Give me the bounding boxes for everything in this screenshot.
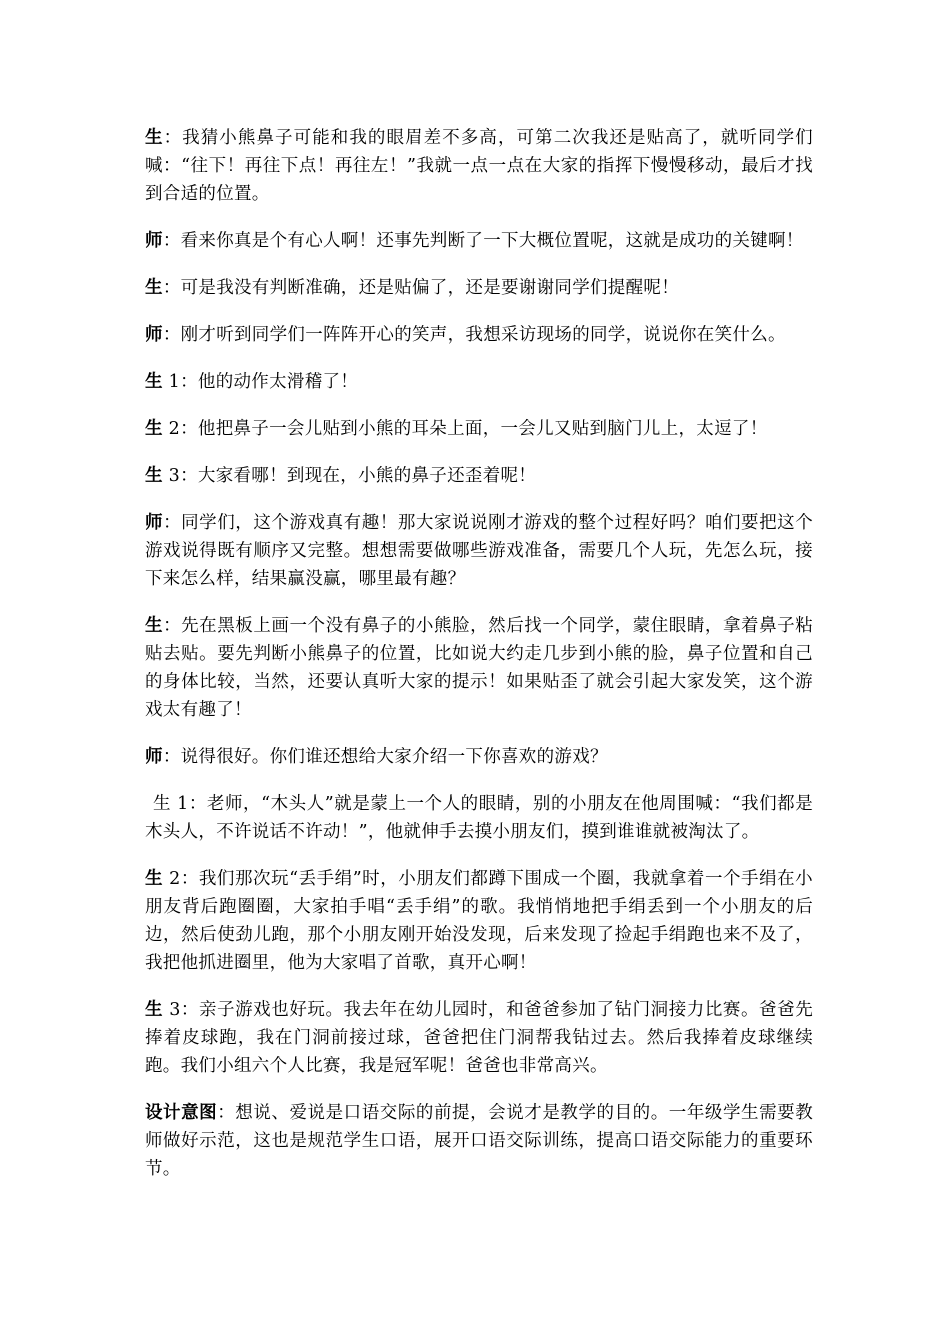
- speaker-label: 生: [145, 1000, 164, 1020]
- paragraph-7: [145, 462, 813, 490]
- speaker-label: 生: [145, 466, 163, 486]
- paragraph-8: [145, 509, 813, 593]
- speaker-label: 生: [153, 794, 172, 814]
- paragraph-text: 2：我们那次玩“丢手绢”时，小朋友们都蹲下围成一个圈，我就拿着一个手绢在小朋友背后跑圈圈，大家拍手唱“丢手绢”的歌。我悄悄地把手绢丢到一个小朋友的后边，然后使劲儿跑，那个小朋友刚开始没发现，后来发现了捡起手绢跑也来不及了，我把他抓进圈里，他为大家唱了首歌，真开心啊！: [145, 869, 813, 973]
- paragraph-3: [145, 274, 813, 302]
- speaker-label: 师: [145, 325, 163, 345]
- paragraph-text: ：看来你真是个有心人啊！还事先判断了一下大概位置呢，这就是成功的关键啊！: [162, 231, 804, 251]
- paragraph-text: ：说得很好。你们谁还想给大家介绍一下你喜欢的游戏？: [162, 747, 608, 767]
- paragraph-text: 3：大家看哪！到现在，小熊的鼻子还歪着呢！: [162, 466, 537, 486]
- paragraph-14: [145, 1099, 813, 1183]
- speaker-label: 生: [145, 278, 163, 298]
- paragraph-text: ：同学们，这个游戏真有趣！那大家说说刚才游戏的整个过程好吗？咱们要把这个游戏说得既有顺序又完整。想想需要做哪些游戏准备，需要几个人玩，先怎么玩，接下来怎么样，结果赢没赢，哪里最有趣？: [145, 513, 813, 589]
- paragraph-1: [145, 124, 813, 208]
- paragraph-text: 3：亲子游戏也好玩。我去年在幼儿园时，和爸爸参加了钻门洞接力比赛。爸爸先捧着皮球跑，我在门洞前接过球，爸爸把住门洞帮我钻过去。然后我捧着皮球继续跑。我们小组六个人比赛，我是冠军呢！爸爸也非常高兴。: [145, 1000, 813, 1076]
- speaker-label: 生: [145, 372, 163, 392]
- paragraph-text: 2：他把鼻子一会儿贴到小熊的耳朵上面，一会儿又贴到脑门儿上，太逗了！: [162, 419, 768, 439]
- speaker-label: 师: [145, 231, 163, 251]
- paragraph-12: [145, 865, 813, 977]
- paragraph-text: 1：老师，“木头人”就是蒙上一个人的眼睛，别的小朋友在他周围喊：“我们都是木头人，不许说话不许动！”，他就伸手去摸小朋友们，摸到谁谁就被淘汰了。: [145, 794, 813, 842]
- paragraph-5: [145, 368, 813, 396]
- paragraph-text: ：先在黑板上画一个没有鼻子的小熊脸，然后找一个同学，蒙住眼睛，拿着鼻子粘贴去贴。要先判断小熊鼻子的位置，比如说大约走几步到小熊的脸，鼻子位置和自己的身体比较，当然，还要认真听大家的提示！如果贴歪了就会引起大家发笑，这个游戏太有趣了！: [145, 616, 813, 720]
- paragraph-text: ：我猜小熊鼻子可能和我的眼眉差不多高，可第二次我还是贴高了，就听同学们喊：“往下！再往下点！再往左！”我就一点一点在大家的指挥下慢慢移动，最后才找到合适的位置。: [145, 128, 813, 204]
- paragraph-11: [145, 790, 813, 846]
- paragraph-10: [145, 743, 813, 771]
- speaker-label: 设计意图: [145, 1103, 218, 1123]
- speaker-label: 生: [145, 616, 164, 636]
- paragraph-6: [145, 415, 813, 443]
- paragraph-13: [145, 996, 813, 1080]
- paragraph-text: 1：他的动作太滑稽了！: [162, 372, 359, 392]
- paragraph-2: [145, 227, 813, 255]
- paragraph-text: ：可是我没有判断准确，还是贴偏了，还是要谢谢同学们提醒呢！: [162, 278, 680, 298]
- paragraph-text: ：刚才听到同学们一阵阵开心的笑声，我想采访现场的同学，说说你在笑什么。: [162, 325, 786, 345]
- paragraph-4: [145, 321, 813, 349]
- paragraph-9: [145, 612, 813, 724]
- speaker-label: 师: [145, 747, 163, 767]
- document-body: [145, 124, 813, 1202]
- paragraph-text: ：想说、爱说是口语交际的前提，会说才是教学的目的。一年级学生需要教师做好示范，这也是规范学生口语，展开口语交际训练，提高口语交际能力的重要环节。: [145, 1103, 813, 1179]
- speaker-label: 生: [145, 869, 164, 889]
- speaker-label: 师: [145, 513, 164, 533]
- speaker-label: 生: [145, 128, 164, 148]
- speaker-label: 生: [145, 419, 163, 439]
